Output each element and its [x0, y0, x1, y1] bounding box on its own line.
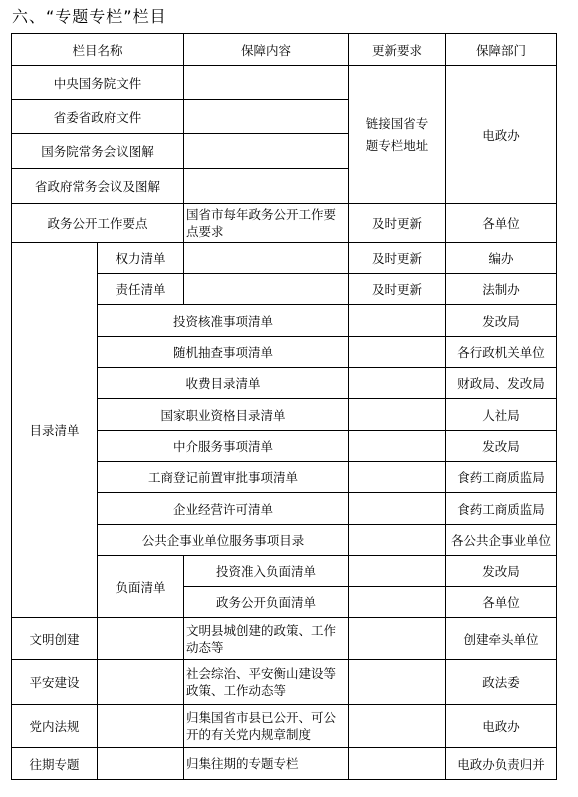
row-update: [349, 305, 446, 337]
table-row: [12, 243, 557, 274]
row-name: 企业经营许可清单: [98, 493, 349, 525]
row-name: 平安建设: [12, 660, 98, 705]
row-name: 省委省政府文件: [12, 100, 184, 134]
row-update: [349, 399, 446, 431]
row-name: 国家职业资格目录清单: [98, 399, 349, 431]
row-name: 政务公开负面清单: [184, 587, 349, 618]
row-content: [184, 243, 349, 274]
row-sub: [98, 748, 184, 780]
row-update: [349, 462, 446, 493]
row-content: [184, 100, 349, 134]
row-dept: 法制办: [446, 274, 557, 305]
row-dept: 各单位: [446, 587, 557, 618]
row-name: 投资准入负面清单: [184, 556, 349, 587]
row-dept: 电政办: [446, 705, 557, 748]
row-name: 往期专题: [12, 748, 98, 780]
table-row: [12, 618, 557, 660]
row-sub: [98, 618, 184, 660]
link-update: 链接国省专题专栏地址: [349, 66, 446, 204]
row-update: [349, 748, 446, 780]
row-update: [349, 618, 446, 660]
row-sub: [98, 660, 184, 705]
row-content: 归集往期的专题专栏: [184, 748, 349, 780]
table-row: [12, 748, 557, 780]
row-update: [349, 705, 446, 748]
row-update: [349, 525, 446, 556]
row-name: 收费目录清单: [98, 368, 349, 399]
row-update: [349, 337, 446, 368]
row-content: 文明县城创建的政策、工作动态等: [184, 618, 349, 660]
table-row: [12, 705, 557, 748]
row-dept: 各行政机关单位: [446, 337, 557, 368]
topic-column-table: [11, 33, 557, 780]
table-row: [12, 660, 557, 705]
row-content: 归集国省市县已公开、可公开的有关党内规章制度: [184, 705, 349, 748]
row-dept: 创建牵头单位: [446, 618, 557, 660]
row-name: 公共企事业单位服务事项目录: [98, 525, 349, 556]
row-update: [349, 587, 446, 618]
row-dept: 发改局: [446, 431, 557, 462]
row-dept: 食药工商质监局: [446, 462, 557, 493]
row-content: [184, 274, 349, 305]
row-content: [184, 169, 349, 204]
row-name: 责任清单: [98, 274, 184, 305]
row-update: [349, 493, 446, 525]
row-update: 及时更新: [349, 274, 446, 305]
table-row: [12, 66, 557, 100]
row-update: 及时更新: [349, 243, 446, 274]
row-dept: 发改局: [446, 305, 557, 337]
row-name: 政务公开工作要点: [12, 204, 184, 243]
row-update: [349, 368, 446, 399]
row-content: [184, 66, 349, 100]
row-name: 中介服务事项清单: [98, 431, 349, 462]
row-name: 权力清单: [98, 243, 184, 274]
negative-group: 负面清单: [98, 556, 184, 618]
row-name: 随机抽查事项清单: [98, 337, 349, 368]
row-dept: 发改局: [446, 556, 557, 587]
section-heading: 六、“专题专栏”栏目: [12, 7, 167, 26]
row-sub: [98, 705, 184, 748]
row-dept: 财政局、发改局: [446, 368, 557, 399]
catalog-group: 目录清单: [12, 243, 98, 618]
row-name: 工商登记前置审批事项清单: [98, 462, 349, 493]
header-row: [12, 34, 557, 66]
row-update: [349, 660, 446, 705]
row-content: [184, 134, 349, 169]
header-dept: 保障部门: [446, 34, 557, 66]
row-update: 及时更新: [349, 204, 446, 243]
row-content: 国省市每年政务公开工作要点要求: [184, 204, 349, 243]
row-update: [349, 556, 446, 587]
row-dept: 各单位: [446, 204, 557, 243]
header-name: 栏目名称: [12, 34, 184, 66]
row-dept: 政法委: [446, 660, 557, 705]
row-dept: 电政办负责归并: [446, 748, 557, 780]
header-update: 更新要求: [349, 34, 446, 66]
row-name: 投资核准事项清单: [98, 305, 349, 337]
row-name: 省政府常务会议及图解: [12, 169, 184, 204]
header-content: 保障内容: [184, 34, 349, 66]
row-name: 党内法规: [12, 705, 98, 748]
row-name: 国务院常务会议图解: [12, 134, 184, 169]
row-dept: 食药工商质监局: [446, 493, 557, 525]
row-dept: 编办: [446, 243, 557, 274]
row-update: [349, 431, 446, 462]
table-row: [12, 204, 557, 243]
row-dept: 人社局: [446, 399, 557, 431]
row-content: 社会综治、平安衡山建设等政策、工作动态等: [184, 660, 349, 705]
row-name: 文明创建: [12, 618, 98, 660]
row-name: 中央国务院文件: [12, 66, 184, 100]
link-dept: 电政办: [446, 66, 557, 204]
row-dept: 各公共企事业单位: [446, 525, 557, 556]
